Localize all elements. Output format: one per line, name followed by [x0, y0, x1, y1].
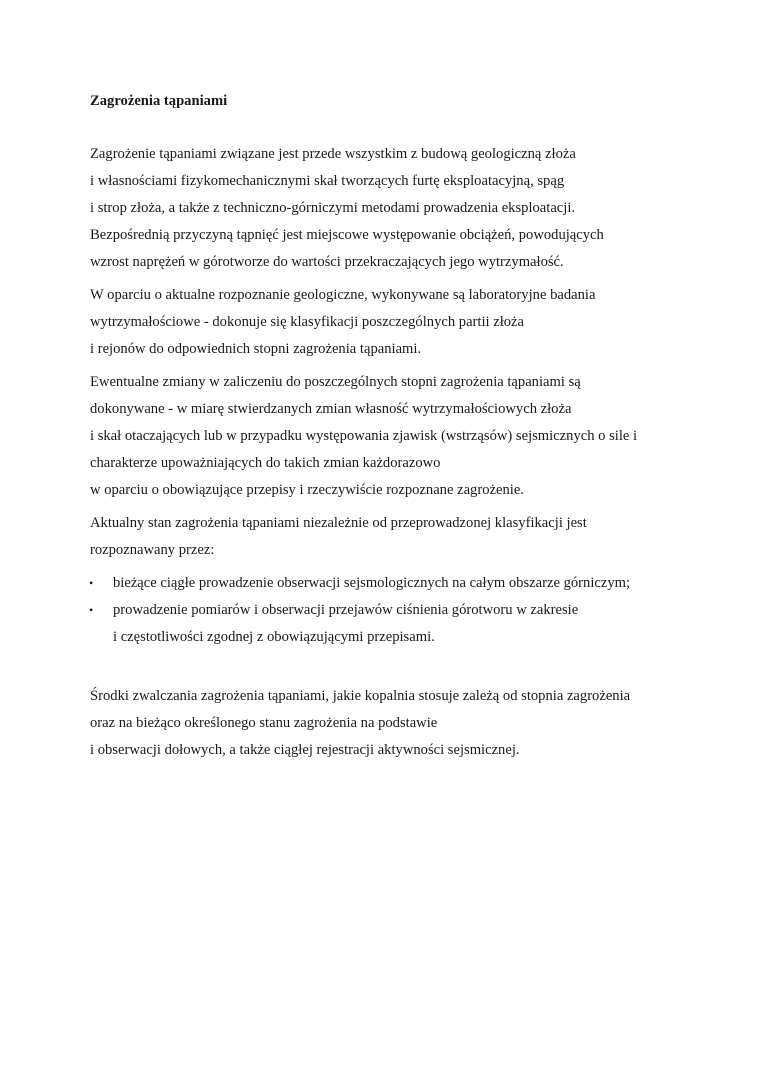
paragraph-3-line: charakterze upoważniających do takich zmian każdorazowo	[90, 455, 441, 471]
paragraph-2-line: i rejonów do odpowiednich stopni zagrożenia tąpaniami.	[90, 341, 422, 357]
paragraph-5-line: i obserwacji dołowych, a także ciągłej rejestracji aktywności sejsmicznej.	[90, 742, 520, 758]
bullet-item-1: bieżące ciągłe prowadzenie obserwacji sejsmologicznych na całym obszarze górniczym;	[113, 575, 631, 591]
paragraph-4-line: rozpoznawany przez:	[90, 542, 215, 558]
paragraph-2-line: wytrzymałościowe - dokonuje się klasyfikacji poszczególnych partii złoża	[90, 314, 525, 330]
paragraph-3-line: i skał otaczających lub w przypadku występowania zjawisk (wstrząsów) sejsmicznych o sile i	[90, 428, 638, 444]
paragraph-1-line: i strop złoża, a także z techniczno-górniczymi metodami prowadzenia eksploatacji.	[90, 200, 576, 216]
bullet-icon: •	[89, 603, 94, 617]
paragraph-3-line: dokonywane - w miarę stwierdzanych zmian własność wytrzymałościowych złoża	[90, 401, 572, 417]
paragraph-5-line: Środki zwalczania zagrożenia tąpaniami, jakie kopalnia stosuje zależą od stopnia zagrożenia	[90, 688, 631, 704]
paragraph-1-line: Zagrożenie tąpaniami związane jest przede wszystkim z budową geologiczną złoża	[90, 146, 576, 162]
document-heading: Zagrożenia tąpaniami	[90, 93, 228, 109]
paragraph-3-line: Ewentualne zmiany w zaliczeniu do poszczególnych stopni zagrożenia tąpaniami są	[90, 374, 581, 390]
paragraph-3-line: w oparciu o obowiązujące przepisy i rzeczywiście rozpoznane zagrożenie.	[90, 482, 524, 498]
bullet-item-2: prowadzenie pomiarów i obserwacji przejawów ciśnienia górotworu w zakresie	[113, 602, 579, 618]
paragraph-5-line: oraz na bieżąco określonego stanu zagrożenia na podstawie	[90, 715, 438, 731]
paragraph-1-line: Bezpośrednią przyczyną tąpnięć jest miejscowe występowanie obciążeń, powodujących	[90, 227, 604, 243]
bullet-item-2-continuation: i częstotliwości zgodnej z obowiązującymi przepisami.	[113, 629, 435, 645]
bullet-icon: •	[89, 576, 94, 590]
paragraph-4-line: Aktualny stan zagrożenia tąpaniami niezależnie od przeprowadzonej klasyfikacji jest	[90, 515, 587, 531]
paragraph-1-line: wzrost naprężeń w górotworze do wartości przekraczających jego wytrzymałość.	[90, 254, 564, 270]
paragraph-2-line: W oparciu o aktualne rozpoznanie geologiczne, wykonywane są laboratoryjne badania	[90, 287, 596, 303]
paragraph-1-line: i własnościami fizykomechanicznymi skał tworzących furtę eksploatacyjną, spąg	[90, 173, 565, 189]
